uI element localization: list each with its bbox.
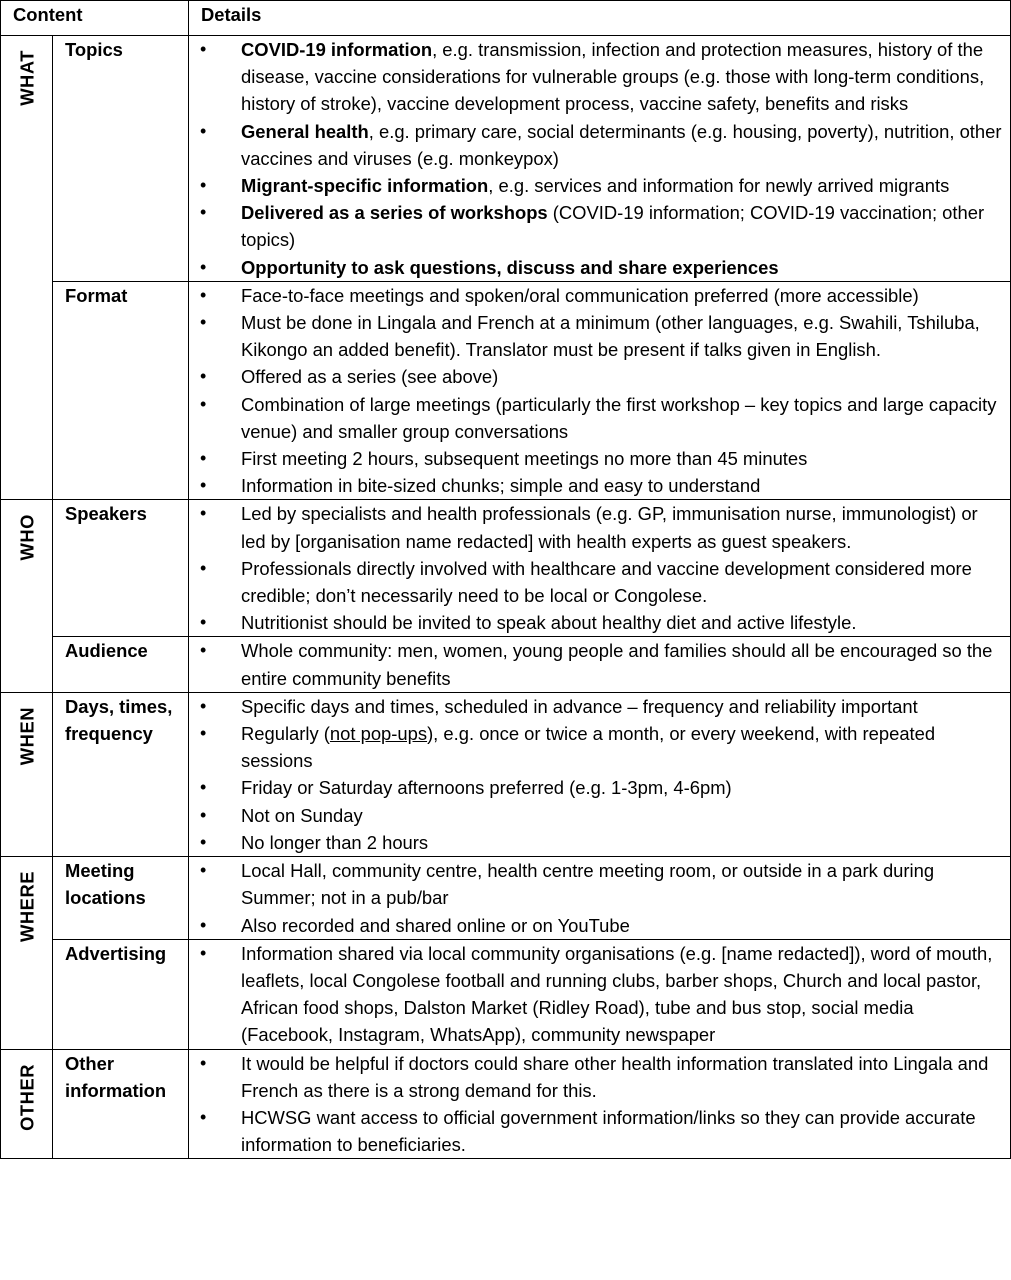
- list-item: • Friday or Saturday afternoons preferred (e.g. 1-3pm, 4-6pm): [189, 774, 1004, 801]
- list-item: • It would be helpful if doctors could share other health information translated into Lingala and French as there is a strong demand for this.: [189, 1050, 1004, 1104]
- section-label-when: WHEN: [15, 706, 37, 766]
- list-item: • First meeting 2 hours, subsequent meetings no more than 45 minutes: [189, 445, 1004, 472]
- table-row: [1, 1049, 1011, 1159]
- row-label-topics: Topics: [53, 36, 189, 282]
- list-item: • Combination of large meetings (particularly the first workshop – key topics and large capacity venue) and smaller group conversations: [189, 391, 1004, 445]
- details-topics: [189, 36, 1011, 282]
- row-label-audience: Audience: [53, 637, 189, 692]
- details-meeting-locations: [189, 857, 1011, 940]
- section-who: [1, 500, 53, 692]
- section-other: [1, 1049, 53, 1159]
- section-label-other: OTHER: [15, 1063, 37, 1131]
- list-item: • No longer than 2 hours: [189, 829, 1004, 856]
- list-item: • Professionals directly involved with healthcare and vaccine development considered more credible; don’t necessarily need to be local or Congolese.: [189, 555, 1004, 609]
- list-item: • Also recorded and shared online or on YouTube: [189, 912, 1004, 939]
- section-when: [1, 692, 53, 856]
- list-item: • General health, e.g. primary care, social determinants (e.g. housing, poverty), nutrition, other vaccines and viruses (e.g. monkeypox): [189, 118, 1004, 172]
- table-row: [1, 500, 1011, 637]
- list-item: • Specific days and times, scheduled in advance – frequency and reliability important: [189, 693, 1004, 720]
- section-label-who: WHO: [15, 514, 37, 561]
- list-item: • COVID-19 information, e.g. transmission, infection and protection measures, history of the disease, vaccine considerations for vulnerable groups (e.g. those with long-term conditions, history of stroke), vaccine development process, vaccine safety, benefits and risks: [189, 36, 1004, 118]
- list-item: • HCWSG want access to official government information/links so they can provide accurate information to beneficiaries.: [189, 1104, 1004, 1158]
- table-row: [1, 36, 1011, 282]
- row-label-format: Format: [53, 281, 189, 500]
- header-content: Content: [1, 1, 189, 36]
- section-what: [1, 36, 53, 500]
- row-label-days: Days, times, frequency: [53, 692, 189, 856]
- list-item: • Whole community: men, women, young people and families should all be encouraged so the entire community benefits: [189, 637, 1004, 691]
- list-item: • Migrant-specific information, e.g. services and information for newly arrived migrants: [189, 172, 1004, 199]
- table-row: [1, 637, 1011, 692]
- section-where: [1, 857, 53, 1049]
- list-item: • Must be done in Lingala and French at a minimum (other languages, e.g. Swahili, Tshiluba, Kikongo an added benefit). Translator must be present if talks given in English.: [189, 309, 1004, 363]
- details-other-information: [189, 1049, 1011, 1159]
- row-label-meeting-locations: Meeting locations: [53, 857, 189, 940]
- list-item: • Information in bite-sized chunks; simple and easy to understand: [189, 472, 1004, 499]
- list-item: • Local Hall, community centre, health centre meeting room, or outside in a park during Summer; not in a pub/bar: [189, 857, 1004, 911]
- table-row: [1, 939, 1011, 1049]
- row-label-advertising: Advertising: [53, 939, 189, 1049]
- header-details: Details: [189, 1, 1011, 36]
- list-item: • Face-to-face meetings and spoken/oral communication preferred (more accessible): [189, 282, 1004, 309]
- details-advertising: [189, 939, 1011, 1049]
- row-label-other-information: Other information: [53, 1049, 189, 1159]
- list-item: • Information shared via local community organisations (e.g. [name redacted]), word of mouth, leaflets, local Congolese football and running clubs, barber shops, Church and local pastor, African food shops, Dalston Market (Ridley Road), tube and bus stop, social media (Facebook, Instagram, WhatsApp), community newspaper: [189, 940, 1004, 1049]
- details-speakers: [189, 500, 1011, 637]
- details-format: [189, 281, 1011, 500]
- list-item: • Nutritionist should be invited to speak about healthy diet and active lifestyle.: [189, 609, 1004, 636]
- list-item: • Led by specialists and health professionals (e.g. GP, immunisation nurse, immunologist) or led by [organisation name redacted] with health experts as guest speakers.: [189, 500, 1004, 554]
- row-label-speakers: Speakers: [53, 500, 189, 637]
- section-label-what: WHAT: [15, 50, 37, 106]
- table-row: [1, 692, 1011, 856]
- details-days: [189, 692, 1011, 856]
- section-label-where: WHERE: [15, 871, 37, 943]
- list-item: • Not on Sunday: [189, 802, 1004, 829]
- table-row: [1, 857, 1011, 940]
- list-item: • Offered as a series (see above): [189, 363, 1004, 390]
- table-row: [1, 281, 1011, 500]
- details-audience: [189, 637, 1011, 692]
- list-item: • Delivered as a series of workshops (COVID-19 information; COVID-19 vaccination; other topics): [189, 199, 1004, 253]
- table-header-row: [1, 1, 1011, 36]
- list-item: • Opportunity to ask questions, discuss and share experiences: [189, 254, 1004, 281]
- list-item: • Regularly (not pop-ups), e.g. once or twice a month, or every weekend, with repeated sessions: [189, 720, 1004, 774]
